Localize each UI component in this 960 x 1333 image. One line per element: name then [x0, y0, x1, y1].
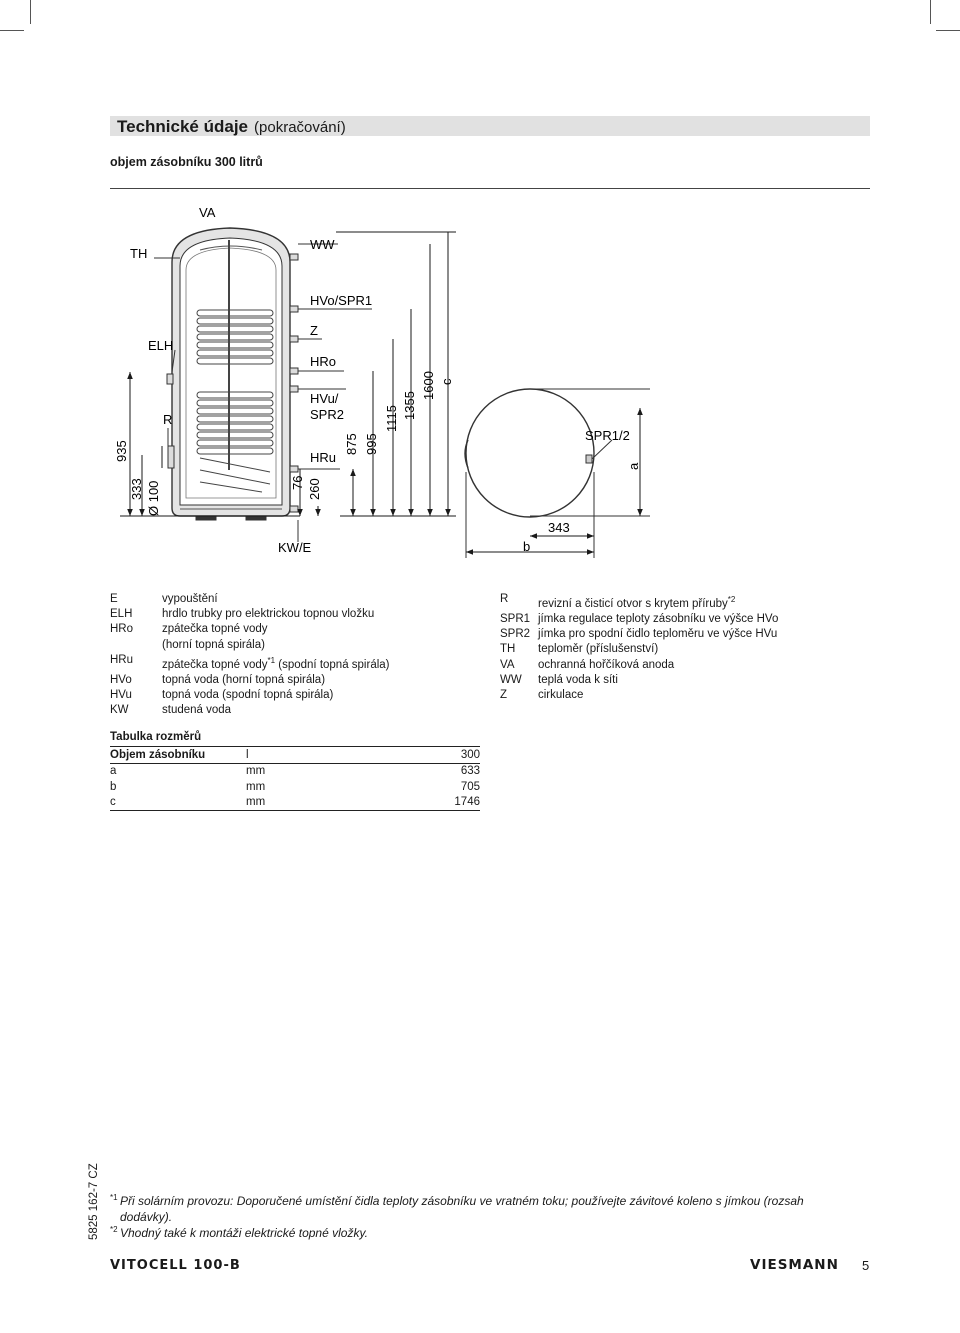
- document-id: 5825 162-7 CZ: [88, 1163, 100, 1240]
- legend-left: [110, 592, 390, 718]
- legend-row: [110, 673, 390, 688]
- legend-text: hrdlo trubky pro elektrickou topnou vložku: [162, 608, 375, 621]
- footnote-text: Při solárním provozu: Doporučené umístění čidla teploty zásobníku ve vratném toku; používejte závitové koleno s jímkou (rozsah dodávky).: [120, 1194, 804, 1224]
- label-a: a: [626, 462, 641, 470]
- footnote-mark: *2: [110, 1225, 118, 1234]
- legend-text: zpátečka topné vody: [162, 623, 268, 636]
- dim-1600: 1600: [421, 371, 436, 400]
- legend-note: *1: [267, 655, 276, 665]
- footnote-mark: *1: [110, 1193, 118, 1202]
- label-hro: HRo: [310, 354, 337, 369]
- legend-row: [110, 622, 390, 637]
- dimension-table: [110, 731, 480, 811]
- legend-code: R: [500, 593, 509, 605]
- legend-text: teplá voda k síti: [538, 673, 618, 686]
- table-cell-unit: mm: [246, 765, 266, 778]
- legend-row: [500, 673, 778, 688]
- dim-995: 995: [364, 433, 379, 455]
- legend-code: [110, 638, 162, 653]
- table-cell-unit: mm: [246, 796, 266, 809]
- legend-text: teploměr (příslušenství): [538, 643, 659, 656]
- legend-text: cirkulace: [538, 689, 584, 702]
- table-cell-value: 705: [460, 780, 480, 793]
- legend-code: Z: [500, 689, 508, 702]
- label-z: Z: [310, 323, 318, 338]
- table-title: Tabulka rozměrů: [110, 731, 202, 743]
- legend-text: ochranná hořčíková anoda: [538, 658, 675, 671]
- legend-text: topná voda (spodní topná spirála): [162, 689, 334, 702]
- legend-row: [500, 612, 778, 627]
- legend-code: HRo: [110, 623, 134, 636]
- legend-text: jímka regulace teploty zásobníku ve výšce HVo: [538, 613, 779, 626]
- legend-row: [110, 688, 390, 703]
- table-row: [110, 764, 480, 780]
- label-kw-e: KW/E: [278, 540, 312, 555]
- dim-1355: 1355: [402, 391, 417, 420]
- label-elh: ELH: [148, 338, 174, 353]
- legend-code: HVo: [110, 673, 132, 686]
- legend-row: [110, 638, 390, 653]
- table-header-unit: l: [246, 748, 249, 761]
- footnote-text: Vhodný také k montáži elektrické topné vložky.: [120, 1226, 368, 1240]
- label-spr1-2: SPR1/2: [585, 428, 630, 443]
- footnote: [110, 1193, 850, 1225]
- legend-text: studená voda: [162, 704, 232, 717]
- footnote: [110, 1225, 850, 1241]
- legend-row: [110, 607, 390, 622]
- table-row: [110, 779, 480, 795]
- dim-100: Ø 100: [146, 480, 161, 516]
- legend-code: HVu: [110, 689, 132, 702]
- dim-935: 935: [114, 440, 129, 462]
- table-header-row: [110, 746, 480, 764]
- label-ww: WW: [310, 237, 335, 252]
- label-c: c: [439, 378, 454, 385]
- legend-right: [500, 592, 778, 703]
- footnotes: [110, 1193, 850, 1241]
- legend-text: topná voda (horní topná spirála): [162, 673, 326, 686]
- legend-row: [500, 642, 778, 657]
- legend-code: SPR1: [500, 613, 531, 626]
- table-row: [110, 795, 480, 812]
- legend-text: revizní a čisticí otvor s krytem příruby: [538, 597, 728, 610]
- legend-text: (horní topná spirála): [162, 638, 265, 651]
- legend-code: ELH: [110, 608, 133, 621]
- label-hvu: HVu/: [310, 391, 339, 406]
- legend-code: HRu: [110, 653, 134, 666]
- section-title-suffix: (pokračování): [254, 119, 346, 136]
- legend-code: SPR2: [500, 628, 531, 641]
- page-number: 5: [862, 1258, 870, 1273]
- section-title-text: Technické údaje: [117, 117, 249, 136]
- tank-drawing: [0, 0, 960, 600]
- dim-333: 333: [129, 478, 144, 500]
- brand-logo: VIESMANN: [750, 1257, 839, 1273]
- dim-1115: 1115: [384, 405, 399, 432]
- label-hvo-spr1: HVo/SPR1: [310, 293, 373, 308]
- legend-code: TH: [500, 643, 516, 656]
- table-cell-label: b: [110, 780, 117, 793]
- legend-text-after: (spodní topná spirála): [278, 658, 390, 671]
- dim-260: 260: [307, 478, 322, 500]
- legend-row: [110, 703, 390, 718]
- legend-row: [110, 592, 390, 607]
- table-cell-value: 1746: [454, 796, 480, 809]
- legend-row: [500, 688, 778, 703]
- dim-875: 875: [344, 433, 359, 455]
- legend-text: jímka pro spodní čidlo teploměru ve výšce HVu: [538, 628, 778, 641]
- label-va: VA: [199, 205, 216, 220]
- label-b: b: [523, 539, 531, 554]
- subtitle: objem zásobníku 300 litrů: [110, 155, 263, 169]
- legend-row: [500, 658, 778, 673]
- table-header-value: 300: [460, 748, 480, 761]
- legend-code: KW: [110, 704, 129, 717]
- table-header-label: Objem zásobníku: [110, 748, 206, 761]
- dim-343: 343: [548, 520, 570, 535]
- product-name: VITOCELL 100-B: [110, 1258, 241, 1273]
- label-th: TH: [130, 246, 148, 261]
- legend-code: VA: [500, 658, 515, 671]
- label-hru: HRu: [310, 450, 337, 465]
- table-cell-label: c: [110, 796, 116, 809]
- label-spr2: SPR2: [310, 407, 344, 422]
- legend-row: [500, 627, 778, 642]
- table-cell-label: a: [110, 765, 117, 778]
- legend-code: WW: [500, 673, 522, 686]
- dim-76: 76: [290, 475, 305, 490]
- legend-note: *2: [727, 595, 736, 604]
- legend-text: zpátečka topné vody: [162, 658, 268, 671]
- label-r: R: [163, 412, 173, 427]
- legend-row: [500, 592, 778, 612]
- legend-text: vypouštění: [162, 593, 218, 605]
- legend-code: E: [110, 593, 118, 605]
- legend-row: [110, 653, 390, 673]
- table-cell-value: 633: [460, 765, 480, 778]
- table-cell-unit: mm: [246, 780, 266, 793]
